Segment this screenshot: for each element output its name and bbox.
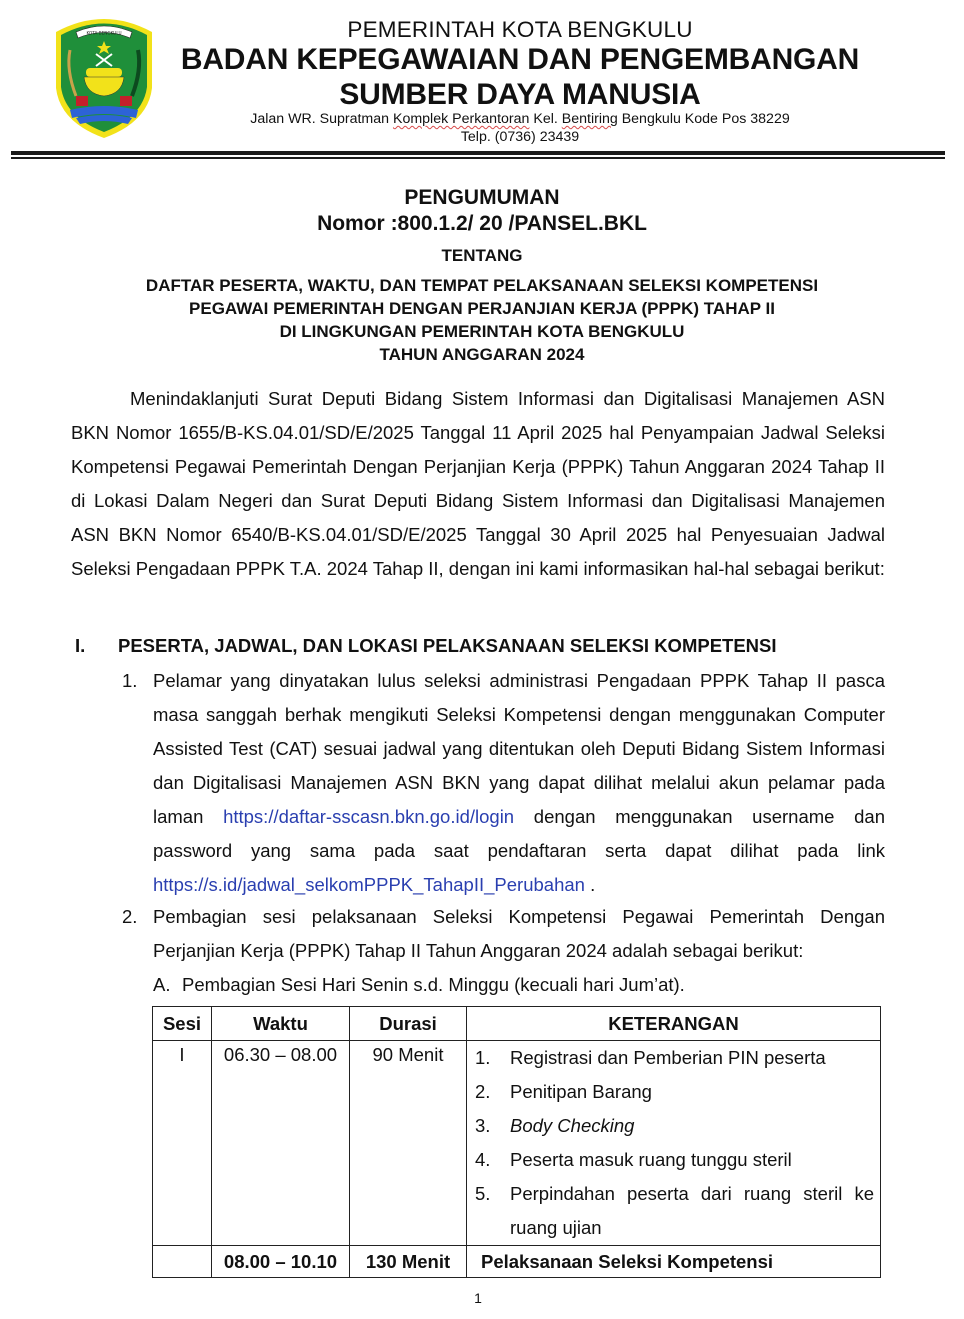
- announcement-subject-line: DI LINGKUNGAN PEMERINTAH KOTA BENGKULU: [279, 322, 685, 341]
- section-title: PESERTA, JADWAL, DAN LOKASI PELAKSANAAN SELEKSI KOMPETENSI: [118, 635, 777, 656]
- keterangan-text: Peserta masuk ruang tunggu steril: [510, 1149, 792, 1170]
- address-part: Jalan WR. Supratman: [250, 111, 393, 127]
- cell-durasi: 130 Menit: [350, 1246, 467, 1278]
- keterangan-item: [475, 1041, 874, 1075]
- intro-paragraph-text: Menindaklanjuti Surat Deputi Bidang Sistem Informasi dan Digitalisasi Manajemen ASN BKN Nomor 1655/B-KS.04.01/SD/E/2025 Tanggal 11 April 2025 hal Penyampaian Jadwal Seleksi Kompetensi Pegawai Pemerintah Dengan Perjanjian Kerja (PPPK) Tahun Anggaran 2024 Tahap II di Lokasi Dalam Negeri dan Surat Deputi Bidang Sistem Informasi dan Digitalisasi Manajemen ASN BKN Nomor 6540/B-KS.04.01/SD/E/2025 Tanggal 30 April 2025 hal Penyesuaian Jadwal Seleksi Pengadaan PPPK T.A. 2024 Tahap II, dengan ini kami informasikan hal-hal sebagai berikut:: [71, 388, 885, 579]
- list-item-text: .: [584, 874, 596, 895]
- cell-keterangan: Pelaksanaan Seleksi Kompetensi: [467, 1246, 881, 1278]
- column-header-durasi: Durasi: [350, 1007, 467, 1041]
- sscasn-login-link[interactable]: https://daftar-sscasn.bkn.go.id/login: [223, 806, 515, 827]
- letterhead-agency-line-2: SUMBER DAYA MANUSIA: [339, 78, 701, 111]
- sub-item: [153, 968, 685, 1002]
- section-heading: [75, 635, 777, 657]
- keterangan-text: Registrasi dan Pemberian PIN peserta: [510, 1047, 826, 1068]
- keterangan-text: Penitipan Barang: [510, 1081, 652, 1102]
- keterangan-text: Perpindahan peserta dari ruang steril ke ruang ujian: [510, 1183, 874, 1238]
- cell-sesi: [153, 1246, 212, 1278]
- address-part: Komplek Perkantoran: [392, 111, 530, 127]
- list-item-number: 1.: [122, 670, 138, 691]
- schedule-link[interactable]: https://s.id/jadwal_selkomPPPK_TahapII_Perubahan: [153, 874, 585, 895]
- intro-paragraph: [71, 382, 885, 586]
- announcement-title: PENGUMUMAN: [404, 186, 560, 209]
- table-header-row: [153, 1007, 881, 1041]
- keterangan-text: Body Checking: [510, 1115, 635, 1136]
- list-item-text: Pembagian sesi pelaksanaan Seleksi Kompetensi Pegawai Pemerintah Dengan Perjanjian Kerja (PPPK) Tahap II Tahun Anggaran 2024 adalah sebagai berikut:: [153, 906, 885, 961]
- address-part: Kel.: [529, 111, 562, 127]
- list-item-text: dengan menggunakan username dan password yang sama pada saat pendaftaran serta dapat dilihat pada link: [153, 806, 885, 861]
- keterangan-item: [475, 1143, 874, 1177]
- announcement-number: Nomor :800.1.2/ 20 /PANSEL.BKL: [317, 212, 647, 235]
- list-item-number: 2.: [122, 906, 138, 927]
- announcement-subject-line: PEGAWAI PEMERINTAH DENGAN PERJANJIAN KERJA (PPPK) TAHAP II: [189, 299, 775, 318]
- letterhead-phone: Telp. (0736) 23439: [460, 129, 580, 145]
- cell-durasi: 90 Menit: [350, 1041, 467, 1246]
- list-item: [122, 664, 885, 902]
- letterhead-rule-thick: [11, 151, 945, 155]
- letterhead-address: [170, 111, 870, 127]
- keterangan-number: 3.: [475, 1115, 491, 1136]
- cell-keterangan: [467, 1041, 881, 1246]
- keterangan-number: 1.: [475, 1047, 491, 1068]
- announcement-subject-line: TAHUN ANGGARAN 2024: [379, 345, 585, 364]
- letterhead-agency-line-1: BADAN KEPEGAWAIAN DAN PENGEMBANGAN: [180, 43, 860, 76]
- cell-waktu: 08.00 – 10.10: [212, 1246, 350, 1278]
- announcement-about-label: TENTANG: [441, 246, 523, 265]
- column-header-waktu: Waktu: [212, 1007, 350, 1041]
- list-item: [122, 900, 885, 968]
- page-number: 1: [474, 1290, 482, 1306]
- city-coat-of-arms-logo: [48, 10, 160, 142]
- cell-waktu: 06.30 – 08.00: [212, 1041, 350, 1246]
- column-header-keterangan: KETERANGAN: [467, 1007, 881, 1041]
- keterangan-item: [475, 1075, 874, 1109]
- letterhead-government: PEMERINTAH KOTA BENGKULU: [347, 17, 693, 42]
- section-numeral: I.: [75, 635, 86, 656]
- list-item-text: Pelamar yang dinyatakan lulus seleksi administrasi Pengadaan PPPK Tahap II pasca masa sanggah berhak mengikuti Seleksi Kompetensi dengan menggunakan Computer Assisted Test (CAT) sesuai jadwal yang ditentukan oleh Deputi Bidang Sistem Informasi dan Digitalisasi Manajemen ASN BKN yang dapat dilihat melalui akun pelamar pada laman: [153, 670, 885, 827]
- keterangan-item: [475, 1109, 874, 1143]
- sub-item-text: Pembagian Sesi Hari Senin s.d. Minggu (kecuali hari Jum’at).: [182, 974, 685, 995]
- keterangan-item: [475, 1177, 874, 1245]
- logo-lettering: KOTA BENGKULU: [86, 30, 122, 36]
- table-row: [153, 1246, 881, 1278]
- announcement-subject-line: DAFTAR PESERTA, WAKTU, DAN TEMPAT PELAKSANAAN SELEKSI KOMPETENSI: [145, 276, 819, 295]
- address-part: Bentiring: [561, 111, 618, 127]
- schedule-table: [152, 1006, 881, 1278]
- keterangan-number: 2.: [475, 1081, 491, 1102]
- cell-sesi: I: [153, 1041, 212, 1246]
- column-header-sesi: Sesi: [153, 1007, 212, 1041]
- keterangan-number: 5.: [475, 1183, 491, 1204]
- letterhead-rule-thin: [11, 157, 945, 159]
- table-row: [153, 1041, 881, 1246]
- keterangan-number: 4.: [475, 1149, 491, 1170]
- sub-item-letter: A.: [153, 974, 171, 995]
- address-part: Bengkulu Kode Pos 38229: [617, 111, 790, 127]
